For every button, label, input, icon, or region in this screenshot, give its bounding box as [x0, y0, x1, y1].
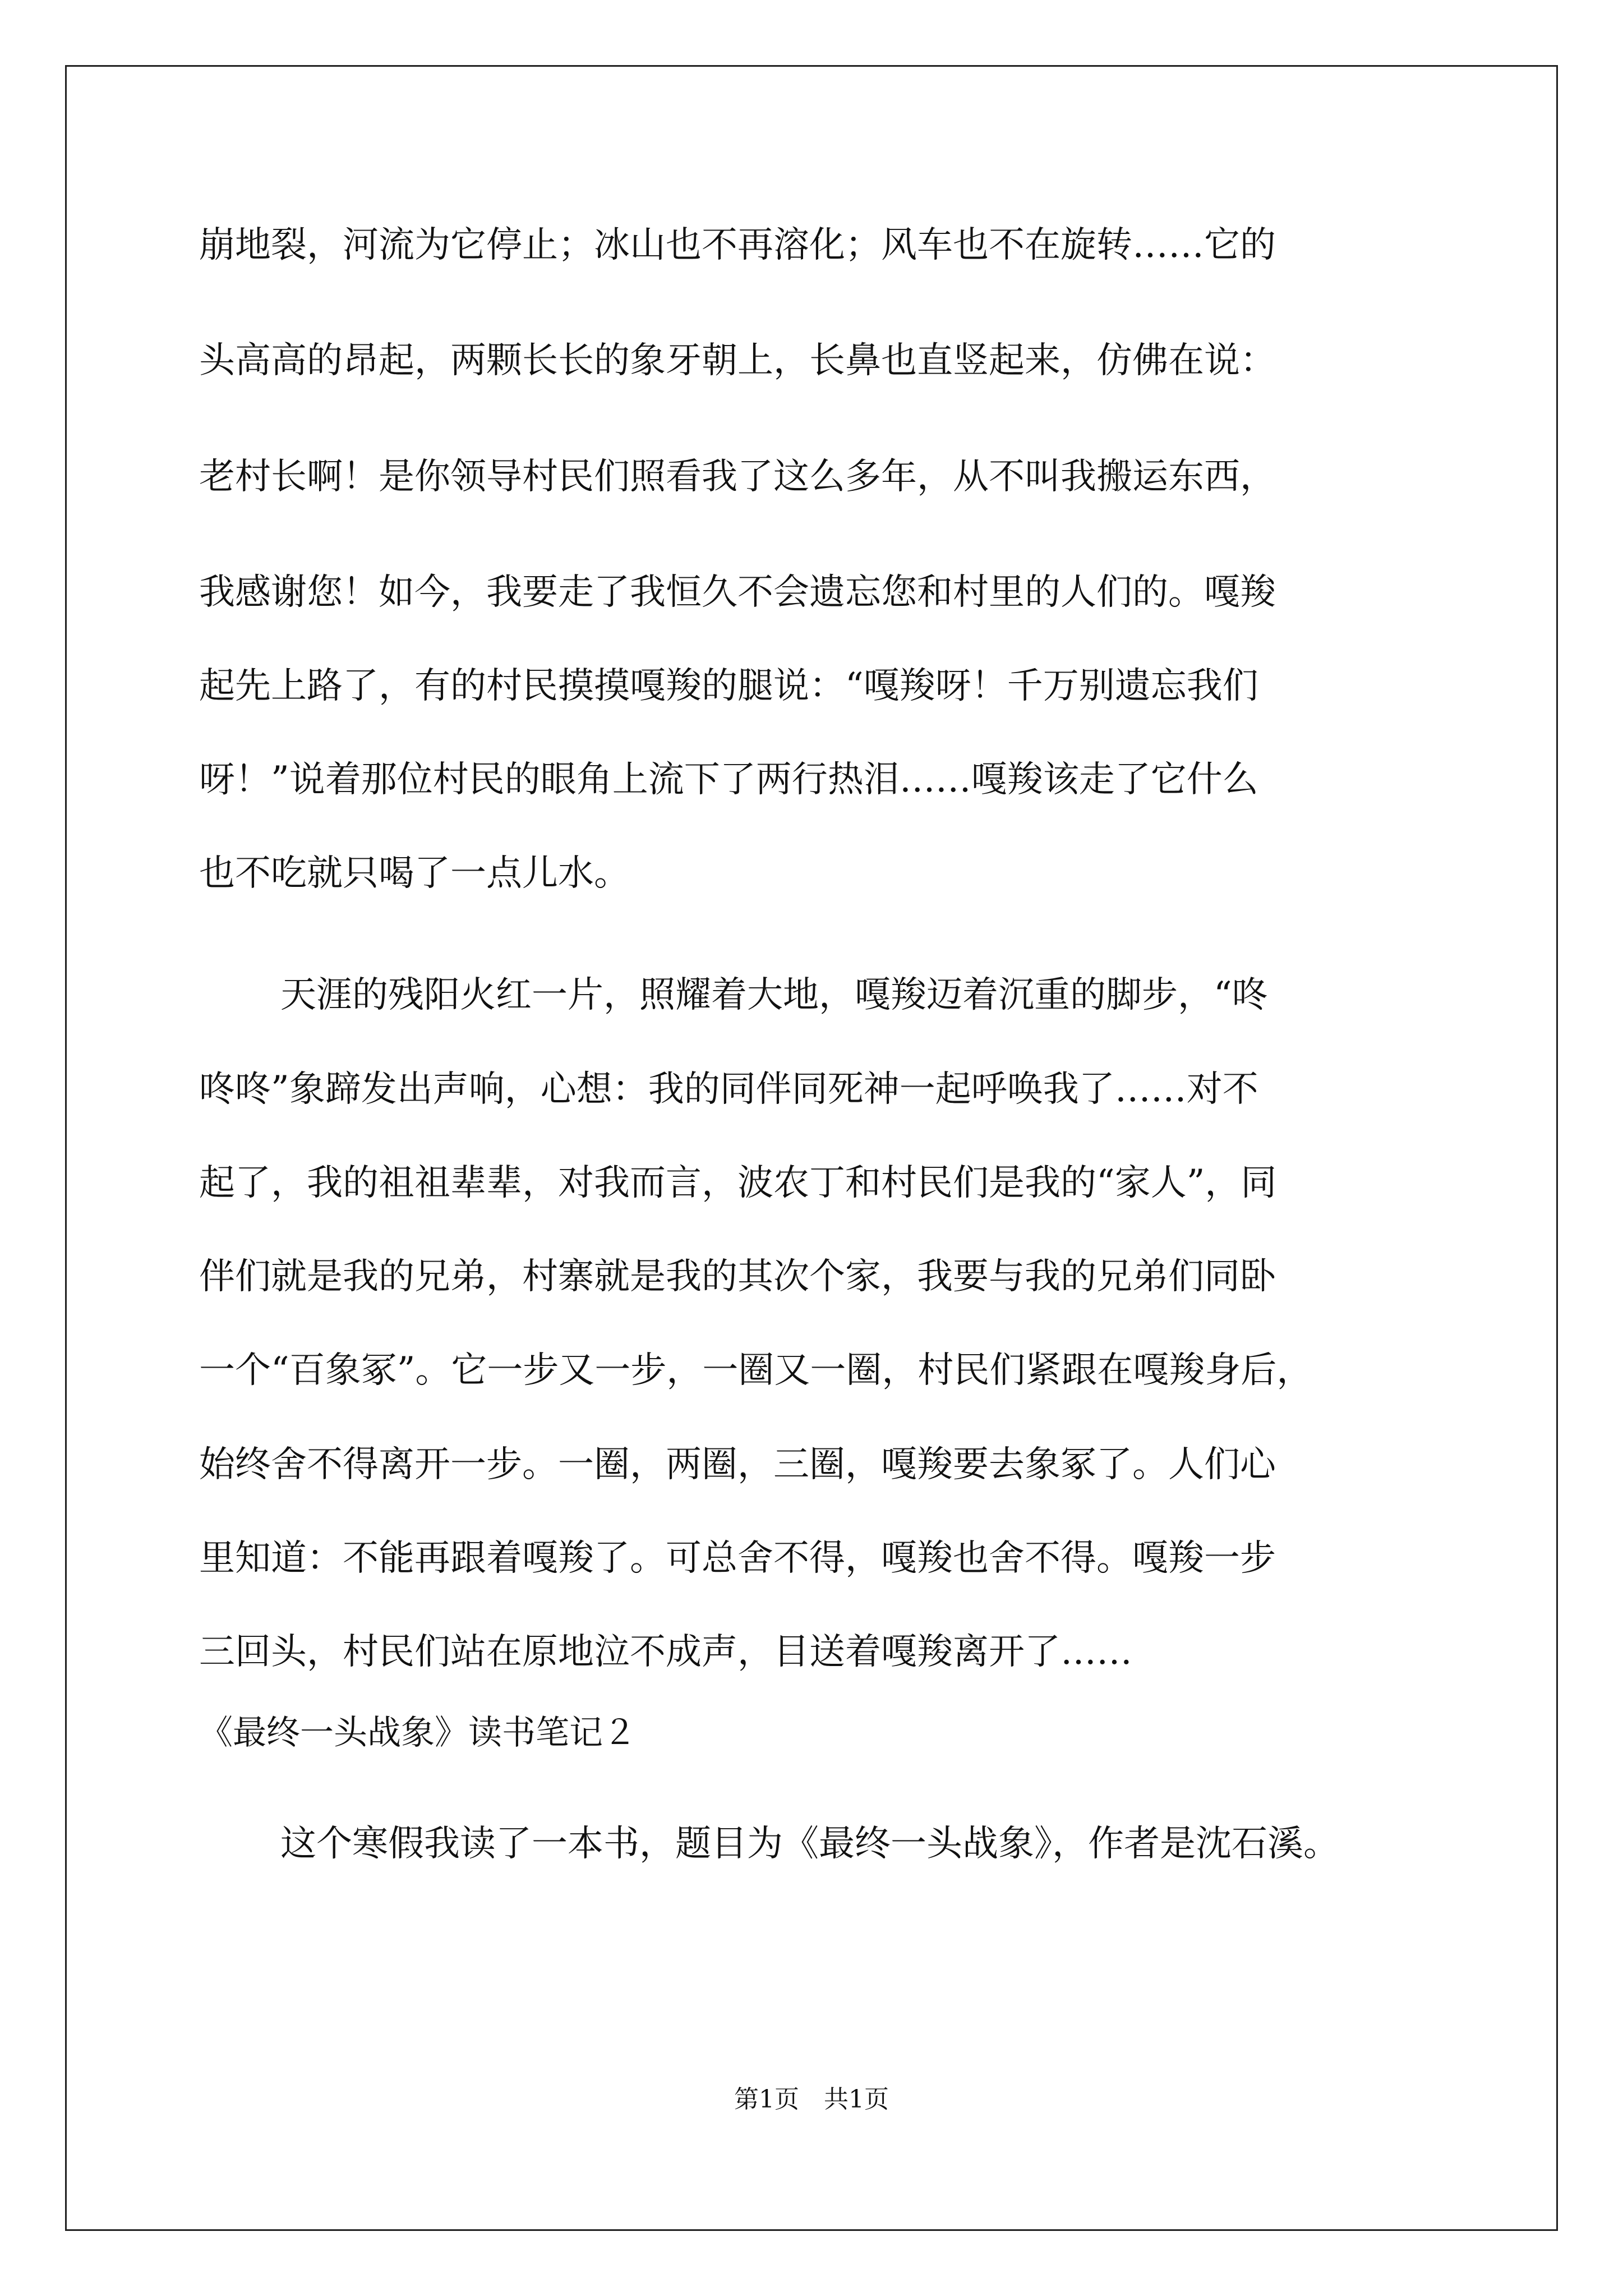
body-text-line: 老村长啊！是你领导村民们照看我了这么多年，从不叫我搬运东西，: [199, 456, 1276, 498]
body-text-line: 呀！”说着那位村民的眼角上流下了两行热泪……嘎羧该走了它什么: [199, 759, 1258, 800]
body-text-line: 一个“百象冢”。它一步又一步，一圈又一圈，村民们紧跟在嘎羧身后，: [199, 1350, 1313, 1391]
page-number-footer: 第1页 共1页: [734, 2085, 889, 2114]
body-text-line: 伴们就是我的兄弟，村寨就是我的其次个家，我要与我的兄弟们同卧: [199, 1256, 1276, 1297]
body-text-line: 天涯的残阳火红一片，照耀着大地，嘎羧迈着沉重的脚步，“咚: [280, 974, 1268, 1016]
body-text-line: 里知道：不能再跟着嘎羧了。可总舍不得，嘎羧也舍不得。嘎羧一步: [199, 1538, 1276, 1579]
page-border: [65, 65, 1558, 2231]
body-text-line: 起先上路了，有的村民摸摸嘎羧的腿说：“嘎羧呀！千万别遗忘我们: [199, 665, 1258, 707]
section-heading: 《最终一头战象》读书笔记２: [199, 1713, 637, 1752]
body-text-line: 头高高的昂起，两颗长长的象牙朝上，长鼻也直竖起来，仿佛在说：: [199, 340, 1276, 381]
body-text-line: 始终舍不得离开一步。一圈，两圈，三圈，嘎羧要去象冢了。人们心: [199, 1444, 1276, 1485]
body-text-line: 咚咚”象蹄发出声响，心想：我的同伴同死神一起呼唤我了……对不: [199, 1069, 1258, 1110]
body-text-line: 我感谢您！如今，我要走了我恒久不会遗忘您和村里的人们的。嘎羧: [199, 572, 1276, 613]
body-text-line: 崩地裂，河流为它停止；冰山也不再溶化；风车也不在旋转……它的: [199, 224, 1276, 266]
body-text-line: 三回头，村民们站在原地泣不成声，目送着嘎羧离开了……: [199, 1631, 1132, 1673]
body-text-line: 这个寒假我读了一本书，题目为《最终一头战象》，作者是沈石溪。: [280, 1823, 1339, 1865]
body-text-line: 也不吃就只喝了一点儿水。: [199, 853, 630, 894]
body-text-line: 起了，我的祖祖辈辈，对我而言，波农丁和村民们是我的“家人”，同: [199, 1162, 1277, 1204]
